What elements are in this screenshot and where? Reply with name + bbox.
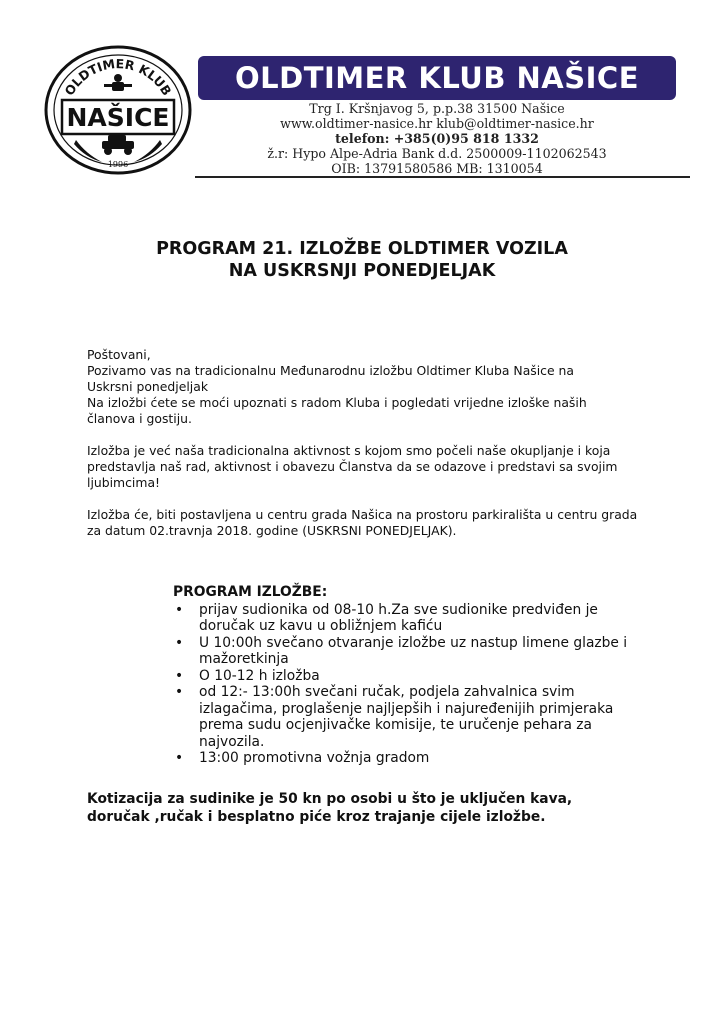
body-line: članova i gostiju. [87, 411, 192, 426]
header-divider [195, 176, 690, 178]
closing-line-2: doručak ,ručak i besplatno piće kroz trajanje cijele izložbe. [87, 809, 546, 825]
program-heading: PROGRAM IZLOŽBE: [173, 584, 328, 600]
program-item-line: najvozila. [199, 733, 265, 750]
program-item-line: prema sudu ocjenjivačke komisije, te uručenje pehara za [199, 717, 593, 733]
bullet: • [175, 601, 184, 618]
program-item [173, 602, 673, 635]
program-item [173, 684, 673, 750]
body-line: Izložba je već naša tradicionalna aktivnost s kojom smo počeli naše okupljanje i koja [87, 443, 611, 458]
program-item-line: 13:00 promotivna vožnja gradom [199, 750, 430, 766]
body-line: za datum 02.travnja 2018. godine (USKRSNI PONEDJELJAK). [87, 523, 457, 538]
title-line-2: NA USKRSNJI PONEDJELJAK [228, 261, 496, 281]
bullet: • [175, 750, 184, 766]
contact-address: Trg I. Kršnjavog 5, p.p.38 31500 Našice [309, 101, 565, 116]
program-item-line: U 10:00h svečano otvaranje izložbe uz nastup limene glazbe i [199, 634, 628, 651]
bullet: • [175, 684, 184, 700]
body-line: ljubimcima! [87, 475, 161, 490]
club-banner [198, 56, 676, 100]
registration-fee-note [87, 790, 697, 826]
contact-phone: telefon: +385(0)95 818 1332 [335, 131, 539, 146]
program-item-line: prijav sudionika od 08-10 h.Za sve sudionike predviđen je [199, 601, 598, 618]
program-list [173, 602, 673, 767]
body-line: Izložba će, biti postavljena u centru grada Našica na prostoru parkirališta u centru grada [87, 507, 638, 522]
club-logo [42, 44, 194, 176]
letter-body [87, 347, 687, 539]
bullet: • [175, 634, 184, 651]
bullet: • [175, 667, 184, 684]
logo-center-text: NAŠICE [66, 103, 170, 132]
exhibition-program [173, 584, 673, 767]
program-item-line: doručak uz kavu u obližnjem kafiću [199, 618, 443, 634]
program-item-line: od 12:- 13:00h svečani ručak, podjela zahvalnica svim [199, 684, 575, 700]
program-item-line: izlagačima, proglašenje najljepših i najuređenijih primjeraka [199, 700, 614, 717]
program-item [173, 750, 673, 767]
body-line: Na izložbi ćete se moći upoznati s radom Kluba i pogledati vrijedne izloške naših [87, 395, 587, 410]
contact-web-email: www.oldtimer-nasice.hr klub@oldtimer-nasice.hr [280, 116, 594, 131]
contact-bank-account: ž.r: Hypo Alpe-Adria Bank d.d. 2500009-1102062543 [267, 146, 607, 161]
club-logo-emblem [42, 44, 194, 176]
program-item-line: O 10-12 h izložba [199, 667, 320, 684]
logo-top-text: OLDTIMER KLUB [61, 56, 175, 99]
banner-title: OLDTIMER KLUB NAŠICE [234, 61, 640, 95]
contact-info [198, 101, 676, 176]
closing-line-1: Kotizacija za sudinike je 50 kn po osobi u što je uključen kava, [87, 791, 573, 807]
document-title [40, 238, 684, 282]
program-item [173, 668, 673, 685]
logo-year: 1996 [107, 160, 129, 169]
body-line: Uskrsni ponedjeljak [87, 379, 208, 394]
greeting: Poštovani, [87, 347, 151, 362]
contact-oib-mb: OIB: 13791580586 MB: 1310054 [331, 161, 543, 176]
title-line-1: PROGRAM 21. IZLOŽBE OLDTIMER VOZILA [156, 239, 568, 259]
body-line: Pozivamo vas na tradicionalnu Međunarodnu izložbu Oldtimer Kluba Našice na [87, 363, 575, 378]
body-line: predstavlja naš rad, aktivnost i obavezu Članstva da se odazove i predstavi sa svojim [87, 459, 618, 474]
program-item-line: mažoretkinja [199, 651, 289, 667]
program-item [173, 635, 673, 668]
